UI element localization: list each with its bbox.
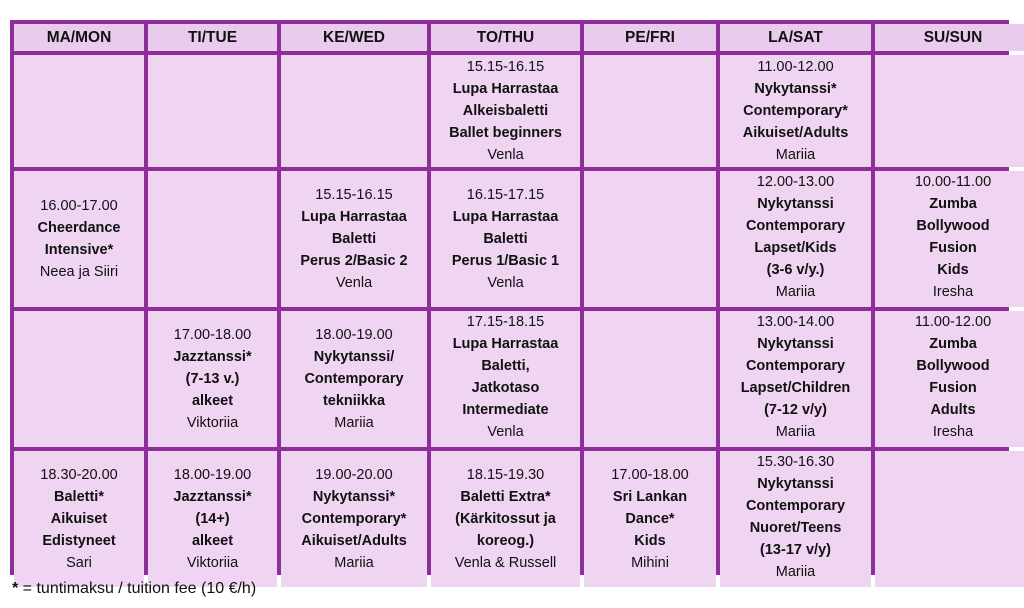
class-title-line: Contemporary — [745, 358, 846, 374]
schedule-cell-fri-row1 — [584, 55, 716, 167]
schedule-cell-tue-row2 — [148, 171, 277, 307]
class-time: 12.00-13.00 — [756, 174, 835, 190]
instructor-name: Iresha — [932, 284, 974, 300]
class-title-line: Aikuiset — [50, 511, 108, 527]
header-fri: PE/FRI — [584, 24, 716, 51]
class-title-line: (7-13 v.) — [185, 371, 240, 387]
header-sun: SU/SUN — [875, 24, 1024, 51]
class-title-line: (14+) — [195, 511, 230, 527]
class-title-line: Nykytanssi* — [312, 489, 396, 505]
class-title-line: (7-12 v/y) — [764, 402, 827, 418]
footnote-symbol: * — [12, 580, 19, 597]
schedule-cell-sun-row4 — [875, 451, 1024, 587]
class-title-line: Jazztanssi* — [173, 489, 252, 505]
class-title-line: Cheerdance — [37, 220, 121, 236]
class-title-line: koreog.) — [476, 533, 535, 549]
schedule-cell-mon-row1 — [14, 55, 144, 167]
instructor-name: Mariia — [334, 555, 374, 571]
class-title-line: Zumba — [929, 196, 977, 212]
class-title-line: alkeet — [191, 393, 234, 409]
class-title-line: tekniikka — [322, 393, 386, 409]
schedule-cell-thu-row1 — [431, 55, 580, 167]
class-time: 17.15-18.15 — [466, 314, 545, 330]
class-title-line: Baletti, — [481, 358, 530, 374]
class-time: 16.15-17.15 — [466, 187, 545, 203]
class-title-line: Fusion — [929, 240, 977, 256]
class-title-line: Kids — [634, 533, 666, 549]
class-time: 13.00-14.00 — [756, 314, 835, 330]
class-title-line: Nykytanssi — [757, 336, 834, 352]
class-title-line: Kids — [937, 262, 969, 278]
class-title-line: Baletti — [331, 231, 377, 247]
schedule-cell-thu-row2 — [431, 171, 580, 307]
class-time: 19.00-20.00 — [315, 467, 393, 483]
class-time: 18.30-20.00 — [40, 467, 118, 483]
class-time: 10.00-11.00 — [914, 174, 992, 190]
class-time: 18.15-19.30 — [466, 467, 545, 483]
class-title-line: Bollywood — [916, 218, 990, 234]
class-title-line: Baletti — [483, 231, 528, 247]
class-title-line: Intensive* — [44, 242, 114, 258]
class-time: 15.15-16.15 — [466, 59, 545, 75]
schedule-cell-tue-row3 — [148, 311, 277, 447]
class-time: 11.00-12.00 — [757, 59, 834, 75]
class-title-line: Lupa Harrastaa — [452, 336, 559, 352]
class-title-line: Perus 1/Basic 1 — [451, 253, 560, 269]
schedule-cell-thu-row4 — [431, 451, 580, 587]
class-title-line: (3-6 v/y.) — [766, 262, 825, 278]
schedule-cell-fri-row3 — [584, 311, 716, 447]
class-title-line: Lupa Harrastaa — [452, 81, 559, 97]
class-title-line: Ballet beginners — [449, 125, 562, 141]
instructor-name: Venla — [335, 275, 373, 291]
class-title-line: Nykytanssi — [757, 196, 834, 212]
class-title-line: Lupa Harrastaa — [452, 209, 559, 225]
schedule-cell-fri-row2 — [584, 171, 716, 307]
class-time: 16.00-17.00 — [40, 198, 118, 214]
class-title-line: (13-17 v/y) — [760, 542, 831, 558]
class-title-line: Bollywood — [916, 358, 990, 374]
class-time: 18.00-19.00 — [315, 327, 393, 343]
instructor-name: Mariia — [334, 415, 374, 431]
header-thu: TO/THU — [431, 24, 580, 51]
class-title-line: Contemporary* — [301, 511, 407, 527]
instructor-name: Viktoriia — [186, 415, 239, 431]
class-title-line: Nykytanssi — [757, 476, 834, 492]
instructor-name: Venla — [487, 147, 524, 163]
class-title-line: (Kärkitossut ja — [455, 511, 556, 527]
schedule-cell-mon-row2 — [14, 171, 144, 307]
class-title-line: Sri Lankan — [612, 489, 688, 505]
class-title-line: Nykytanssi/ — [313, 349, 395, 365]
schedule-cell-tue-row1 — [148, 55, 277, 167]
class-title-line: Contemporary — [304, 371, 404, 387]
schedule-cell-sun-row2 — [875, 171, 1024, 307]
header-mon: MA/MON — [14, 24, 144, 51]
header-sat: LA/SAT — [720, 24, 871, 51]
instructor-name: Mariia — [775, 564, 816, 580]
class-title-line: Lupa Harrastaa — [301, 209, 407, 225]
schedule-cell-thu-row3 — [431, 311, 580, 447]
instructor-name: Venla & Russell — [454, 555, 557, 571]
footnote — [12, 580, 256, 598]
instructor-name: Iresha — [932, 424, 974, 440]
instructor-name: Mariia — [775, 147, 816, 163]
instructor-name: Venla — [487, 424, 524, 440]
class-title-line: Jatkotaso — [471, 380, 540, 396]
class-title-line: Alkeisbaletti — [462, 103, 549, 119]
instructor-name: Viktoriia — [186, 555, 239, 571]
schedule-cell-mon-row4 — [14, 451, 144, 587]
schedule-cell-wed-row2 — [281, 171, 427, 307]
header-wed: KE/WED — [281, 24, 427, 51]
class-title-line: Contemporary — [745, 218, 846, 234]
class-title-line: Jazztanssi* — [173, 349, 252, 365]
schedule-cell-tue-row4 — [148, 451, 277, 587]
class-title-line: Nuoret/Teens — [749, 520, 842, 536]
schedule-cell-wed-row1 — [281, 55, 427, 167]
class-title-line: Baletti Extra* — [460, 489, 551, 505]
class-title-line: Perus 2/Basic 2 — [300, 253, 408, 269]
class-time: 17.00-18.00 — [611, 467, 689, 483]
class-title-line: Fusion — [929, 380, 977, 396]
instructor-name: Mariia — [775, 284, 816, 300]
class-title-line: alkeet — [191, 533, 234, 549]
schedule-table — [10, 20, 1009, 580]
class-title-line: Zumba — [929, 336, 977, 352]
instructor-name: Mariia — [775, 424, 816, 440]
class-title-line: Adults — [930, 402, 976, 418]
schedule-cell-sat-row1 — [720, 55, 871, 167]
schedule-cell-sat-row2 — [720, 171, 871, 307]
instructor-name: Sari — [66, 555, 92, 571]
class-title-line: Lapset/Kids — [754, 240, 837, 256]
class-title-line: Nykytanssi* — [754, 81, 837, 97]
class-time: 17.00-18.00 — [173, 327, 252, 343]
schedule-cell-sun-row1 — [875, 55, 1024, 167]
schedule-cell-sat-row4 — [720, 451, 871, 587]
class-title-line: Lapset/Children — [740, 380, 851, 396]
footnote-text: = tuntimaksu / tuition fee (10 €/h) — [18, 580, 257, 597]
class-time: 18.00-19.00 — [173, 467, 252, 483]
schedule-cell-wed-row3 — [281, 311, 427, 447]
class-title-line: Intermediate — [462, 402, 549, 418]
schedule-cell-wed-row4 — [281, 451, 427, 587]
class-time: 15.30-16.30 — [756, 454, 835, 470]
schedule-cell-sat-row3 — [720, 311, 871, 447]
class-title-line: Dance* — [625, 511, 675, 527]
class-title-line: Aikuiset/Adults — [742, 125, 849, 141]
instructor-name: Mihini — [631, 555, 669, 571]
class-title-line: Contemporary — [745, 498, 846, 514]
class-time: 11.00-12.00 — [914, 314, 992, 330]
class-title-line: Aikuiset/Adults — [301, 533, 407, 549]
class-title-line: Edistyneet — [42, 533, 116, 549]
class-time: 15.15-16.15 — [315, 187, 393, 203]
schedule-cell-fri-row4 — [584, 451, 716, 587]
instructor-name: Venla — [487, 275, 524, 291]
header-tue: TI/TUE — [148, 24, 277, 51]
instructor-name: Neea ja Siiri — [39, 264, 119, 280]
class-title-line: Baletti* — [54, 489, 104, 505]
schedule-cell-sun-row3 — [875, 311, 1024, 447]
schedule-cell-mon-row3 — [14, 311, 144, 447]
class-title-line: Contemporary* — [743, 103, 848, 119]
